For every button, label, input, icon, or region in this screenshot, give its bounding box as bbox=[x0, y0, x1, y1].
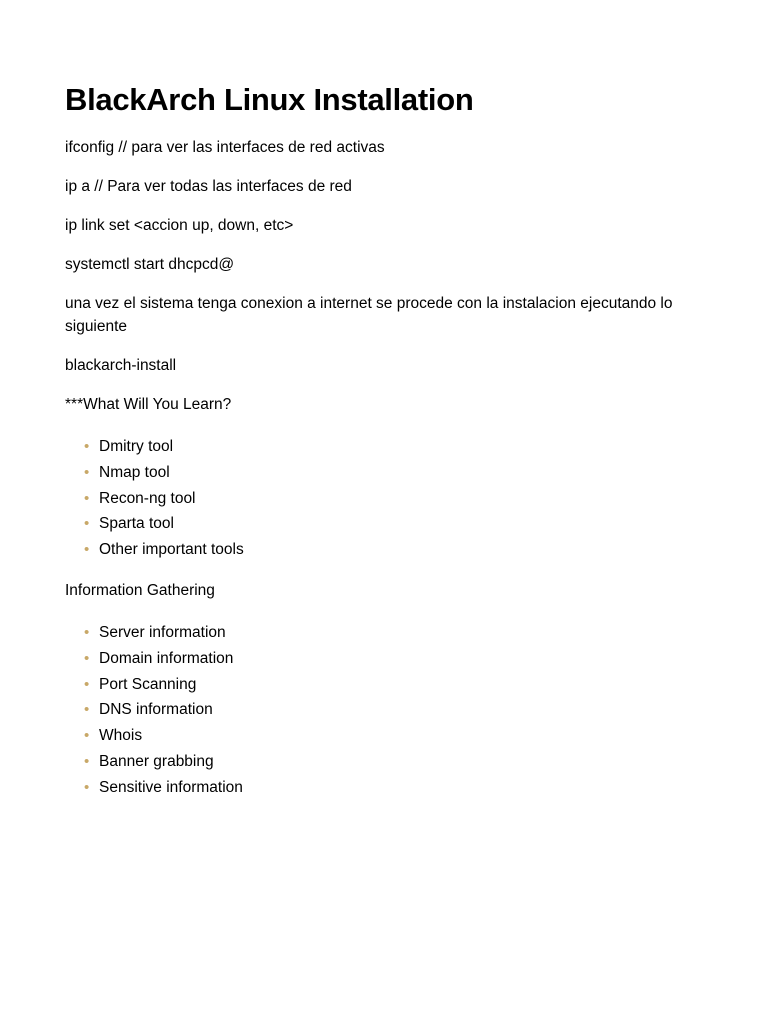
bullet-icon: • bbox=[84, 489, 90, 507]
bullet-icon: • bbox=[84, 675, 90, 693]
bullet-icon: • bbox=[84, 515, 90, 533]
section-heading-information-gathering: Information Gathering bbox=[65, 581, 215, 599]
list-item: • Port Scanning bbox=[99, 672, 703, 698]
list-item: • Nmap tool bbox=[99, 460, 703, 486]
paragraph-systemctl: systemctl start dhcpcd@ bbox=[65, 256, 235, 273]
bullet-icon: • bbox=[84, 623, 90, 641]
paragraph-install-note: una vez el sistema tenga conexion a internet se procede con la instalacion ejecutando lo siguiente bbox=[65, 295, 673, 335]
list-item: • Server information bbox=[99, 620, 703, 646]
list-item: • Dmitry tool bbox=[99, 434, 703, 460]
list-item: • DNS information bbox=[99, 697, 703, 723]
bullet-icon: • bbox=[84, 727, 90, 745]
list-item: • Whois bbox=[99, 723, 703, 749]
paragraph-blackarch-install: blackarch-install bbox=[65, 357, 177, 374]
list-item: • Banner grabbing bbox=[99, 749, 703, 775]
paragraph-ip-a: ip a // Para ver todas las interfaces de red bbox=[65, 178, 352, 195]
paragraph-what-will-you-learn: ***What Will You Learn? bbox=[65, 396, 232, 413]
list-item: • Domain information bbox=[99, 646, 703, 672]
bullet-icon: • bbox=[84, 463, 90, 481]
list-item: • Other important tools bbox=[99, 537, 703, 563]
list-item: • Recon-ng tool bbox=[99, 486, 703, 512]
bullet-icon: • bbox=[84, 701, 90, 719]
list-item: • Sparta tool bbox=[99, 511, 703, 537]
learn-list bbox=[65, 434, 703, 563]
paragraph-ip-link: ip link set <accion up, down, etc> bbox=[65, 217, 294, 234]
page-title: BlackArch Linux Installation bbox=[65, 82, 474, 117]
bullet-icon: • bbox=[84, 649, 90, 667]
info-list bbox=[65, 620, 703, 801]
bullet-icon: • bbox=[84, 438, 90, 455]
bullet-icon: • bbox=[84, 752, 90, 770]
bullet-icon: • bbox=[84, 541, 90, 559]
list-item: • Sensitive information bbox=[99, 775, 703, 801]
paragraph-ifconfig: ifconfig // para ver las interfaces de red activas bbox=[65, 139, 385, 156]
bullet-icon: • bbox=[84, 778, 90, 796]
